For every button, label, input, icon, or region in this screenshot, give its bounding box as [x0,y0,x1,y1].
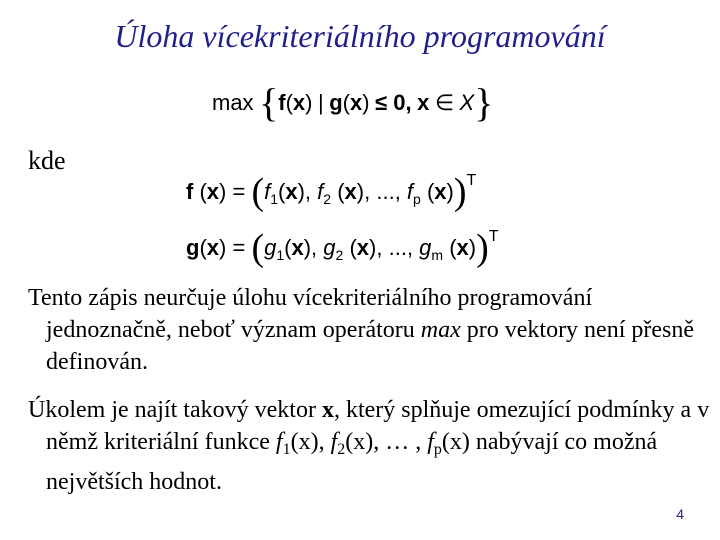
f-symbol: f [278,90,286,115]
max-formula: max {f(x) | g(x) ≤ 0, x ∈ X} [212,80,494,125]
paragraph-ambiguity: Tento zápis neurčuje úlohu vícekriteriálního programování jednoznačně, neboť význam operátoru max pro vektory není přesně definován. [28,285,695,375]
set-X: X [459,90,475,115]
g-definition: $g(x) = (g_1(x)$, $g_2$ (x), ..., $g_m$ (x))$^T$ [186,227,499,269]
g-symbol: g [329,90,343,115]
slide-title: Úloha vícekriteriálního programování [114,18,606,54]
max-operator-word: max [420,317,461,343]
f-definition: f $(x) = (f_1(x)$, $f_2$ (x), ..., $f_p$ (x))$^T$ [186,171,477,213]
element-of-symbol: ∈ [434,90,455,115]
transpose-mark: T [488,228,499,245]
page-number: 4 [676,506,684,522]
max-word: max [212,90,254,115]
transpose-mark: T [466,172,477,189]
where-label: kde [28,146,66,175]
vector-x: x [321,397,334,423]
constraint-leq: ≤ 0, [375,90,412,115]
paragraph-task: Úkolem je najít takový vektor x, který splňuje omezující podmínky a v němž kriteriální funkce $f_1(x)$, $f_2(x)$, … , $f_p(x)$ nabývají co možná největších hodnot. [28,397,710,495]
